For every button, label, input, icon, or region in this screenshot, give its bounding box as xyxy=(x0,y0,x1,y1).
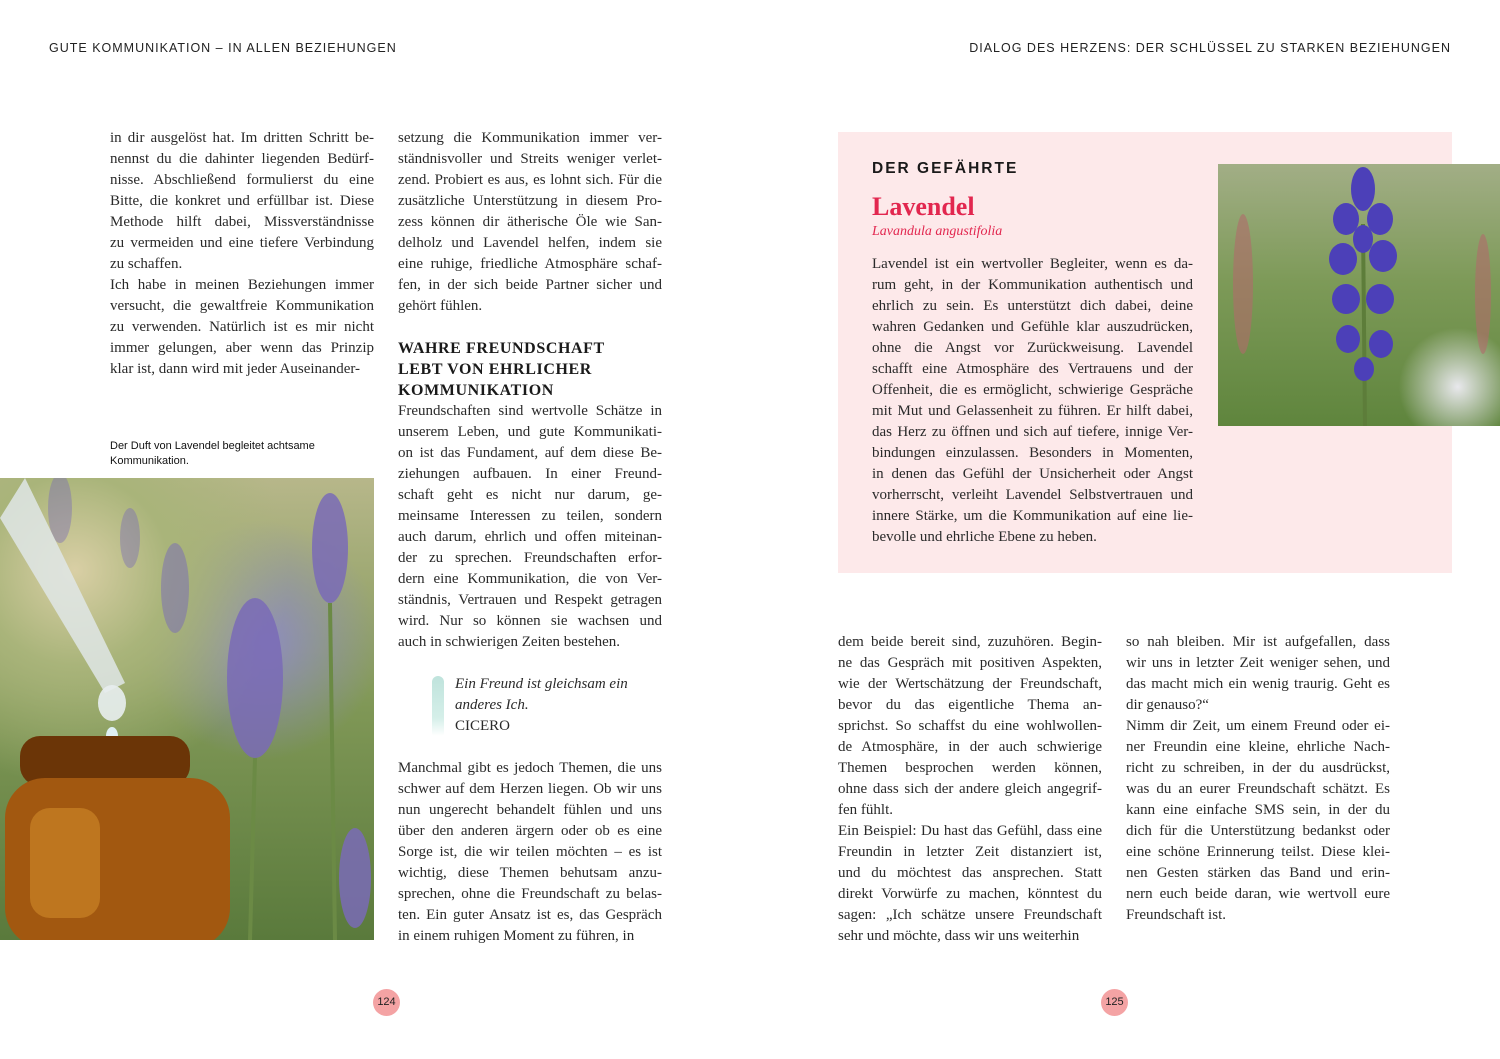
text-line: ne das Gespräch mit positiven Aspekten, xyxy=(838,655,1102,671)
left-column xyxy=(110,128,374,380)
text-line: das macht mich ein wenig traurig. Geht es xyxy=(1126,676,1390,692)
text-line: wir uns in letzter Zeit weniger sehen, und xyxy=(1126,655,1390,671)
lavender-oil-photo xyxy=(0,478,374,940)
text-line: ständnisvoller und Streits weniger verlet- xyxy=(398,151,662,167)
text-line: in denen das Gefühl der Unsicherheit oder Angst xyxy=(872,466,1193,482)
image-caption xyxy=(110,439,315,469)
text-line: und du möchtest das ansprechen. Statt xyxy=(838,865,1102,881)
text-line: in einem ruhigen Moment zu führen, in xyxy=(398,928,635,944)
right-column-1 xyxy=(838,632,1102,947)
text-line: dem beide bereit sind, zuzuhören. Begin- xyxy=(838,634,1102,650)
text-line: rum geht, in der Kommunikation authentisch und xyxy=(872,277,1193,293)
text-line: so nah bleiben. Mir ist aufgefallen, dass xyxy=(1126,634,1390,650)
text-line: Sorge ist, die wir teilen möchten – es ist xyxy=(398,844,662,860)
quote-line: Ein Freund ist gleichsam ein xyxy=(455,676,628,692)
page-number-left: 124 xyxy=(373,989,400,1016)
text-line: sprechen, ohne die Freundschaft zu belas- xyxy=(398,886,662,902)
text-line: sagen: „Ich schätze unsere Freundschaft xyxy=(838,907,1102,923)
text-line: Methode hilft dabei, Missverständnisse xyxy=(110,214,374,230)
text-line: das Herz zu öffnen und sich auf tiefere, innige Ver- xyxy=(872,424,1193,440)
text-line: in dir ausgelöst hat. Im dritten Schritt be- xyxy=(110,130,374,146)
text-line: nennst du die dahinter liegenden Bedürf- xyxy=(110,151,374,167)
text-line: bindungen einzulassen. Besonders in Momenten, xyxy=(872,445,1193,461)
text-line: wie der Wertschätzung der Freundschaft, xyxy=(838,676,1102,692)
section-heading xyxy=(398,338,605,401)
text-line: ehrlich zu sein. Es unterstützt dich dabei, deine xyxy=(872,298,1193,314)
text-line: klar ist, dann wird mit jeder Auseinander- xyxy=(110,361,361,377)
middle-column-top xyxy=(398,128,662,317)
text-line: wird. Nur so können sie wachsen und xyxy=(398,613,662,629)
text-line: ziehungen aufbauen. In einer Freund- xyxy=(398,466,662,482)
text-line: nen Gesten stärken das Band und erin- xyxy=(1126,865,1390,881)
text-line: richt zu schreiben, in der du ausdrückst, xyxy=(1126,760,1390,776)
text-line: was du an eurer Freundschaft schätzt. Es xyxy=(1126,781,1390,797)
running-header-left: GUTE KOMMUNIKATION – IN ALLEN BEZIEHUNGEN xyxy=(49,41,397,55)
text-line: ständnis, Vertrauen und Respekt getragen xyxy=(398,592,662,608)
text-line: dern eine Kommunikation, die von Ver- xyxy=(398,571,662,587)
text-line: Ich habe in meinen Beziehungen immer xyxy=(110,277,374,293)
text-line: gehört fühlen. xyxy=(398,298,483,314)
text-line: sehr und möchte, dass wir uns weiterhin xyxy=(838,928,1080,944)
text-line: nern euch beide daran, wie wertvoll eure xyxy=(1126,886,1390,902)
text-line: fen fühlt. xyxy=(838,802,893,818)
quote-brush-mark xyxy=(432,676,444,736)
text-line: on ist das Fundament, auf dem diese Be- xyxy=(398,445,662,461)
text-line: zess können dir ätherische Öle wie San- xyxy=(398,214,662,230)
text-line: dir genauso?“ xyxy=(1126,697,1209,713)
text-line: meinsame Interessen zu teilen, sondern xyxy=(398,508,662,524)
quote-line: anderes Ich. xyxy=(455,697,529,713)
middle-column-bottom xyxy=(398,758,662,947)
text-line: Freundschaft ist. xyxy=(1126,907,1226,923)
text-line: ten. Ein guter Ansatz ist es, das Gespräch xyxy=(398,907,662,923)
text-line: zusätzliche Unterstützung in diesem Pro- xyxy=(398,193,662,209)
text-line: zend. Probiert es aus, es lohnt sich. Für die xyxy=(398,172,662,188)
box-kicker: DER GEFÄHRTE xyxy=(872,160,1019,177)
quote-author: CICERO xyxy=(455,718,511,734)
page-number-right: 125 xyxy=(1101,989,1128,1016)
text-line: der zu sprechen. Freundschaften erfor- xyxy=(398,550,662,566)
text-line: schaft geht es nicht nur darum, ge- xyxy=(398,487,662,503)
text-line: bevor du das eigentliche Thema an- xyxy=(838,697,1102,713)
heading-line: WAHRE FREUNDSCHAFT xyxy=(398,340,605,357)
text-line: wahren Gedanken und Gefühle klar auszudrücken, xyxy=(872,319,1193,335)
text-line: über den anderen ärgern oder ob es eine xyxy=(398,823,662,839)
caption-line: Der Duft von Lavendel begleitet achtsame xyxy=(110,440,315,452)
text-line: Ein Beispiel: Du hast das Gefühl, dass eine xyxy=(838,823,1102,839)
pull-quote xyxy=(455,674,628,737)
lavender-photo xyxy=(1218,164,1500,426)
text-line: Offenheit, die es ermöglicht, schwierige Gespräche xyxy=(872,382,1193,398)
text-line: Freundin in letzter Zeit distanziert ist, xyxy=(838,844,1102,860)
text-line: setzung die Kommunikation immer ver- xyxy=(398,130,662,146)
text-line: zu verwenden. Natürlich ist es mir nicht xyxy=(110,319,374,335)
text-line: nisse. Abschließend formulierst du eine xyxy=(110,172,374,188)
text-line: unserem Leben, und gute Kommunikati- xyxy=(398,424,662,440)
text-line: ner Freundin eine kleine, ehrliche Nach- xyxy=(1126,739,1390,755)
text-line: Themen besprochen werden können, xyxy=(838,760,1102,776)
text-line: zu schaffen. xyxy=(110,256,183,272)
text-line: Lavendel ist ein wertvoller Begleiter, wenn es da- xyxy=(872,256,1193,272)
text-line: direkt Vorwürfe zu machen, könntest du xyxy=(838,886,1102,902)
text-line: eine ruhige, friedliche Atmosphäre schaf- xyxy=(398,256,662,272)
text-line: dich für die Unterstützung bedankst oder xyxy=(1126,823,1390,839)
text-line: auch in schwierigen Zeiten bestehen. xyxy=(398,634,620,650)
text-line: nun ungerecht behandelt fühlen und uns xyxy=(398,802,662,818)
text-line: zu vermeiden und eine tiefere Verbindung xyxy=(110,235,374,251)
text-line: wichtig, diese Themen behutsam anzu- xyxy=(398,865,662,881)
text-line: auch darum, ehrlich und offen miteinan- xyxy=(398,529,662,545)
text-line: ohne die Angst vor Zurückweisung. Lavendel xyxy=(872,340,1193,356)
text-line: kann eine einfache SMS sein, in der du xyxy=(1126,802,1390,818)
running-header-right: DIALOG DES HERZENS: DER SCHLÜSSEL ZU STARKEN BEZIEHUNGEN xyxy=(969,41,1451,55)
text-line: eine schöne Erinnerung teilst. Diese klei- xyxy=(1126,844,1390,860)
text-line: innere Stärke, um die Kommunikation auf eine lie- xyxy=(872,508,1193,524)
heading-line: KOMMUNIKATION xyxy=(398,382,554,399)
text-line: fen, in der sich beide Partner sicher und xyxy=(398,277,662,293)
text-line: Bitte, die konkret und erfüllbar ist. Diese xyxy=(110,193,374,209)
text-line: schafft eine Atmosphäre des Vertrauens und der xyxy=(872,361,1193,377)
text-line: vorherrscht, verleiht Lavendel Selbstvertrauen und xyxy=(872,487,1193,503)
text-line: Nimm dir Zeit, um einem Freund oder ei- xyxy=(1126,718,1390,734)
text-line: de Atmosphäre, in der auch schwierige xyxy=(838,739,1102,755)
right-column-2 xyxy=(1126,632,1390,926)
text-line: bevolle und ehrliche Ebene zu heben. xyxy=(872,529,1097,545)
text-line: delholz und Lavendel helfen, indem sie xyxy=(398,235,662,251)
middle-column-body xyxy=(398,401,662,653)
text-line: ohne dass sich der andere gleich angegrif- xyxy=(838,781,1102,797)
plant-latin-name: Lavandula angustifolia xyxy=(872,224,1003,239)
text-line: Manchmal gibt es jedoch Themen, die uns xyxy=(398,760,662,776)
caption-line: Kommunikation. xyxy=(110,455,189,467)
plant-name: Lavendel xyxy=(872,192,975,221)
text-line: versucht, die gewaltfreie Kommunikation xyxy=(110,298,374,314)
text-line: mit Mut und Gelassenheit zu führen. Er hilft dabei, xyxy=(872,403,1193,419)
text-line: sprichst. So schaffst du eine wohlwollen- xyxy=(838,718,1102,734)
text-line: Freundschaften sind wertvolle Schätze in xyxy=(398,403,662,419)
text-line: schwer auf dem Herzen liegen. Ob wir uns xyxy=(398,781,662,797)
text-line: immer gelungen, aber wenn das Prinzip xyxy=(110,340,374,356)
heading-line: LEBT VON EHRLICHER xyxy=(398,361,592,378)
box-body xyxy=(872,254,1193,548)
